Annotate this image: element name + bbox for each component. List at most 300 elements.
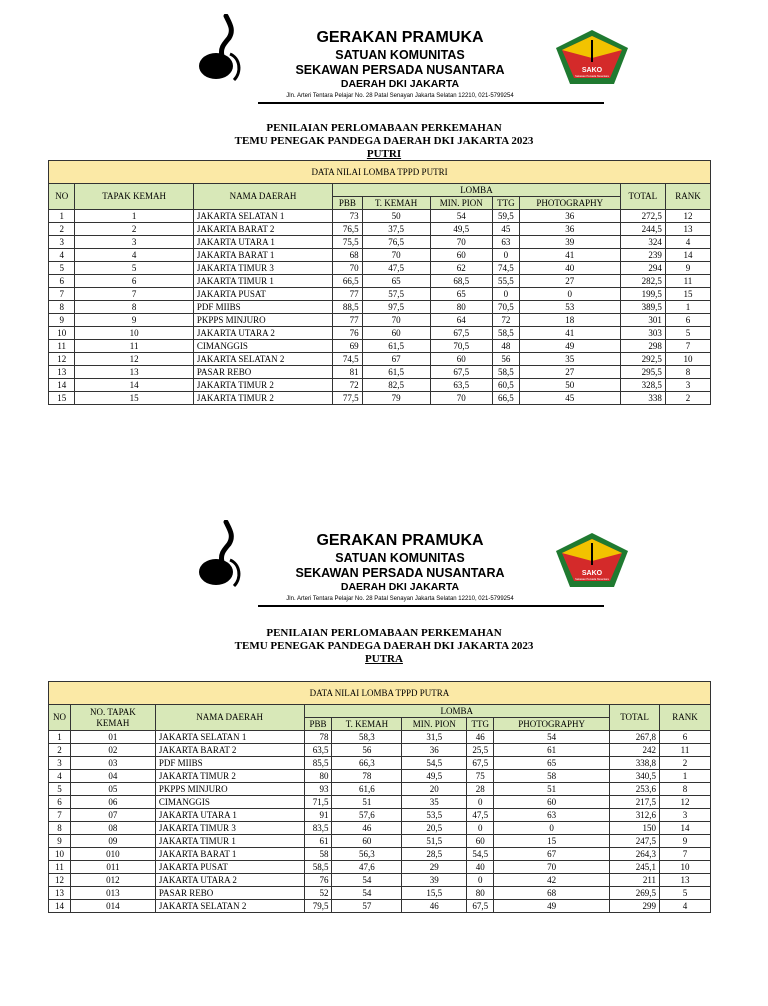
cell-pbb: 78 — [304, 731, 332, 744]
cell-pbb: 58 — [304, 848, 332, 861]
cell-pbb: 73 — [333, 210, 362, 223]
cell-photo: 58 — [494, 770, 610, 783]
col-tkemah: T. KEMAH — [362, 197, 430, 210]
cell-ttg: 67,5 — [467, 900, 494, 913]
cell-ttg: 40 — [467, 861, 494, 874]
cell-tkemah: 47,6 — [332, 861, 402, 874]
cell-rank: 3 — [665, 379, 710, 392]
cell-total: 328,5 — [620, 379, 665, 392]
cell-total: 199,5 — [620, 288, 665, 301]
col-rank: RANK — [660, 705, 711, 731]
cell-nama: PKPPS MINJURO — [155, 783, 304, 796]
cell-photo: 70 — [494, 861, 610, 874]
cell-nama: PASAR REBO — [155, 887, 304, 900]
cell-photo: 40 — [519, 262, 620, 275]
cell-tkemah: 47,5 — [362, 262, 430, 275]
cell-tapak: 011 — [70, 861, 155, 874]
cell-total: 242 — [610, 744, 660, 757]
cell-no: 10 — [49, 848, 71, 861]
cell-photo: 50 — [519, 379, 620, 392]
cell-rank: 12 — [665, 210, 710, 223]
cell-ttg: 75 — [467, 770, 494, 783]
cell-tapak: 05 — [70, 783, 155, 796]
sako-logo-text: SAKO — [581, 570, 603, 577]
cell-nama: JAKARTA SELATAN 2 — [193, 353, 332, 366]
cell-tkemah: 51 — [332, 796, 402, 809]
category-label: PUTRI — [366, 148, 402, 160]
sako-logo-subtext: Sekawan Persada Nusantara — [575, 75, 609, 78]
cell-tapak: 5 — [75, 262, 193, 275]
cell-pbb: 83,5 — [304, 822, 332, 835]
table-row — [49, 301, 711, 314]
org-name: GERAKAN PRAMUKA — [316, 29, 484, 46]
header-divider — [258, 605, 604, 607]
cell-tkemah: 58,3 — [332, 731, 402, 744]
cell-ttg: 70,5 — [493, 301, 520, 314]
cell-tkemah: 57 — [332, 900, 402, 913]
cell-pbb: 61 — [304, 835, 332, 848]
cell-photo: 51 — [494, 783, 610, 796]
cell-tapak: 13 — [75, 366, 193, 379]
cell-pbb: 66,5 — [333, 275, 362, 288]
col-tkemah: T. KEMAH — [332, 718, 402, 731]
cell-nama: JAKARTA UTARA 2 — [193, 327, 332, 340]
cell-total: 217,5 — [610, 796, 660, 809]
title-line-1: PENILAIAN PERLOMABAAN PERKEMAHAN — [266, 122, 502, 134]
cell-rank: 12 — [660, 796, 711, 809]
col-photo: PHOTOGRAPHY — [494, 718, 610, 731]
cell-pbb: 85,5 — [304, 757, 332, 770]
col-tapak: TAPAK KEMAH — [75, 184, 193, 210]
cell-pbb: 71,5 — [304, 796, 332, 809]
cell-pbb: 69 — [333, 340, 362, 353]
cell-total: 312,6 — [610, 809, 660, 822]
table-row — [49, 835, 711, 848]
cell-nama: JAKARTA TIMUR 3 — [155, 822, 304, 835]
cell-ttg: 48 — [493, 340, 520, 353]
tunas-kelapa-logo-icon — [196, 520, 248, 590]
cell-nama: JAKARTA SELATAN 1 — [155, 731, 304, 744]
cell-total: 338 — [620, 392, 665, 405]
cell-tapak: 9 — [75, 314, 193, 327]
cell-tkemah: 65 — [362, 275, 430, 288]
cell-total: 282,5 — [620, 275, 665, 288]
cell-tapak: 7 — [75, 288, 193, 301]
cell-ttg: 80 — [467, 887, 494, 900]
cell-total: 239 — [620, 249, 665, 262]
table-row — [49, 392, 711, 405]
cell-ttg: 66,5 — [493, 392, 520, 405]
cell-nama: JAKARTA TIMUR 1 — [155, 835, 304, 848]
cell-tkemah: 57,6 — [332, 809, 402, 822]
cell-minpion: 28,5 — [402, 848, 467, 861]
cell-rank: 5 — [660, 887, 711, 900]
cell-total: 338,8 — [610, 757, 660, 770]
cell-minpion: 20 — [402, 783, 467, 796]
cell-nama: JAKARTA TIMUR 3 — [193, 262, 332, 275]
cell-tkemah: 76,5 — [362, 236, 430, 249]
cell-tapak: 010 — [70, 848, 155, 861]
cell-tapak: 8 — [75, 301, 193, 314]
cell-photo: 27 — [519, 275, 620, 288]
col-nama: NAMA DAERAH — [155, 705, 304, 731]
col-ttg: TTG — [467, 718, 494, 731]
cell-pbb: 70 — [333, 262, 362, 275]
cell-total: 324 — [620, 236, 665, 249]
cell-photo: 27 — [519, 366, 620, 379]
cell-tkemah: 67 — [362, 353, 430, 366]
cell-minpion: 70 — [430, 236, 492, 249]
cell-rank: 5 — [665, 327, 710, 340]
cell-no: 5 — [49, 783, 71, 796]
cell-photo: 15 — [494, 835, 610, 848]
cell-ttg: 58,5 — [493, 327, 520, 340]
table-row — [49, 900, 711, 913]
cell-tkemah: 50 — [362, 210, 430, 223]
community-name: SEKAWAN PERSADA NUSANTARA — [295, 566, 505, 580]
cell-ttg: 60,5 — [493, 379, 520, 392]
cell-minpion: 39 — [402, 874, 467, 887]
cell-rank: 14 — [660, 822, 711, 835]
cell-rank: 2 — [660, 757, 711, 770]
col-tapak: NO. TAPAK KEMAH — [70, 705, 155, 731]
cell-ttg: 55,5 — [493, 275, 520, 288]
cell-photo: 36 — [519, 223, 620, 236]
cell-total: 267,8 — [610, 731, 660, 744]
table-row — [49, 861, 711, 874]
cell-tkemah: 60 — [362, 327, 430, 340]
cell-photo: 67 — [494, 848, 610, 861]
cell-nama: JAKARTA BARAT 1 — [193, 249, 332, 262]
cell-total: 150 — [610, 822, 660, 835]
table-row — [49, 223, 711, 236]
cell-no: 8 — [49, 301, 75, 314]
cell-nama: PDF MIIBS — [155, 757, 304, 770]
cell-photo: 0 — [519, 288, 620, 301]
cell-nama: JAKARTA BARAT 2 — [155, 744, 304, 757]
cell-tapak: 1 — [75, 210, 193, 223]
cell-rank: 4 — [660, 900, 711, 913]
col-no: NO — [49, 184, 75, 210]
cell-minpion: 62 — [430, 262, 492, 275]
cell-nama: CIMANGGIS — [193, 340, 332, 353]
col-rank: RANK — [665, 184, 710, 210]
cell-pbb: 76,5 — [333, 223, 362, 236]
cell-minpion: 60 — [430, 249, 492, 262]
cell-nama: CIMANGGIS — [155, 796, 304, 809]
cell-tapak: 08 — [70, 822, 155, 835]
cell-total: 211 — [610, 874, 660, 887]
cell-tapak: 3 — [75, 236, 193, 249]
cell-rank: 10 — [660, 861, 711, 874]
cell-photo: 0 — [494, 822, 610, 835]
cell-tapak: 6 — [75, 275, 193, 288]
cell-pbb: 79,5 — [304, 900, 332, 913]
table-row — [49, 783, 711, 796]
cell-rank: 9 — [660, 835, 711, 848]
cell-nama: JAKARTA PUSAT — [155, 861, 304, 874]
col-lomba: LOMBA — [304, 705, 610, 718]
cell-tapak: 11 — [75, 340, 193, 353]
cell-ttg: 63 — [493, 236, 520, 249]
cell-no: 12 — [49, 353, 75, 366]
cell-rank: 15 — [665, 288, 710, 301]
cell-ttg: 67,5 — [467, 757, 494, 770]
unit-name: SATUAN KOMUNITAS — [335, 48, 465, 62]
header-divider — [258, 102, 604, 104]
score-table-putra — [48, 681, 711, 913]
cell-photo: 36 — [519, 210, 620, 223]
cell-ttg: 0 — [493, 288, 520, 301]
cell-rank: 1 — [660, 770, 711, 783]
cell-pbb: 68 — [333, 249, 362, 262]
cell-rank: 13 — [665, 223, 710, 236]
cell-total: 389,5 — [620, 301, 665, 314]
cell-rank: 3 — [660, 809, 711, 822]
table-row — [49, 796, 711, 809]
cell-no: 11 — [49, 861, 71, 874]
sako-logo-icon — [554, 28, 630, 86]
cell-tkemah: 78 — [332, 770, 402, 783]
cell-minpion: 36 — [402, 744, 467, 757]
cell-nama: JAKARTA UTARA 1 — [193, 236, 332, 249]
cell-nama: JAKARTA UTARA 1 — [155, 809, 304, 822]
table-row — [49, 809, 711, 822]
cell-tkemah: 61,6 — [332, 783, 402, 796]
cell-total: 272,5 — [620, 210, 665, 223]
table-row — [49, 887, 711, 900]
table-row — [49, 822, 711, 835]
cell-no: 6 — [49, 796, 71, 809]
cell-pbb: 76 — [304, 874, 332, 887]
cell-no: 7 — [49, 288, 75, 301]
col-minpion: MIN. PION — [402, 718, 467, 731]
cell-minpion: 20,5 — [402, 822, 467, 835]
community-name: SEKAWAN PERSADA NUSANTARA — [295, 63, 505, 77]
cell-rank: 14 — [665, 249, 710, 262]
cell-total: 244,5 — [620, 223, 665, 236]
cell-minpion: 15,5 — [402, 887, 467, 900]
cell-no: 5 — [49, 262, 75, 275]
cell-no: 3 — [49, 236, 75, 249]
cell-nama: PASAR REBO — [193, 366, 332, 379]
cell-minpion: 70,5 — [430, 340, 492, 353]
cell-tapak: 02 — [70, 744, 155, 757]
cell-ttg: 59,5 — [493, 210, 520, 223]
cell-tkemah: 54 — [332, 874, 402, 887]
cell-pbb: 80 — [304, 770, 332, 783]
cell-photo: 18 — [519, 314, 620, 327]
cell-ttg: 28 — [467, 783, 494, 796]
cell-total: 295,5 — [620, 366, 665, 379]
cell-tkemah: 37,5 — [362, 223, 430, 236]
cell-photo: 68 — [494, 887, 610, 900]
table-row — [49, 770, 711, 783]
cell-tkemah: 60 — [332, 835, 402, 848]
cell-total: 301 — [620, 314, 665, 327]
cell-nama: JAKARTA TIMUR 2 — [155, 770, 304, 783]
sako-logo-icon — [554, 531, 630, 589]
cell-photo: 41 — [519, 327, 620, 340]
col-no: NO — [49, 705, 71, 731]
cell-minpion: 46 — [402, 900, 467, 913]
cell-no: 2 — [49, 744, 71, 757]
table-row — [49, 366, 711, 379]
cell-tapak: 012 — [70, 874, 155, 887]
table-row — [49, 757, 711, 770]
cell-minpion: 54,5 — [402, 757, 467, 770]
cell-tapak: 013 — [70, 887, 155, 900]
tunas-kelapa-logo-icon — [196, 14, 248, 84]
cell-ttg: 58,5 — [493, 366, 520, 379]
cell-minpion: 63,5 — [430, 379, 492, 392]
cell-minpion: 65 — [430, 288, 492, 301]
sako-logo-text: SAKO — [581, 67, 603, 74]
cell-rank: 10 — [665, 353, 710, 366]
cell-photo: 42 — [494, 874, 610, 887]
cell-total: 245,1 — [610, 861, 660, 874]
cell-minpion: 67,5 — [430, 366, 492, 379]
cell-pbb: 88,5 — [333, 301, 362, 314]
cell-nama: JAKARTA BARAT 1 — [155, 848, 304, 861]
cell-no: 7 — [49, 809, 71, 822]
category-label: PUTRA — [365, 653, 403, 665]
cell-no: 1 — [49, 731, 71, 744]
cell-photo: 49 — [494, 900, 610, 913]
title-line-2: TEMU PENEGAK PANDEGA DAERAH DKI JAKARTA 2023 — [234, 640, 534, 652]
cell-no: 13 — [49, 887, 71, 900]
cell-nama: PKPPS MINJURO — [193, 314, 332, 327]
address: Jln. Arteri Tentara Pelajar No. 28 Patal Senayan Jakarta Selatan 12210, 021-5799254 — [286, 93, 514, 99]
cell-ttg: 46 — [467, 731, 494, 744]
cell-ttg: 25,5 — [467, 744, 494, 757]
cell-photo: 63 — [494, 809, 610, 822]
cell-minpion: 60 — [430, 353, 492, 366]
cell-photo: 39 — [519, 236, 620, 249]
rows-putri — [49, 210, 711, 405]
cell-tapak: 01 — [70, 731, 155, 744]
cell-tapak: 10 — [75, 327, 193, 340]
cell-tkemah: 70 — [362, 314, 430, 327]
report-title — [160, 122, 608, 161]
cell-no: 15 — [49, 392, 75, 405]
table-row — [49, 327, 711, 340]
cell-pbb: 72 — [333, 379, 362, 392]
table-row — [49, 340, 711, 353]
cell-no: 6 — [49, 275, 75, 288]
cell-minpion: 31,5 — [402, 731, 467, 744]
cell-nama: JAKARTA UTARA 2 — [155, 874, 304, 887]
cell-rank: 6 — [660, 731, 711, 744]
cell-rank: 1 — [665, 301, 710, 314]
table-row — [49, 262, 711, 275]
org-name: GERAKAN PRAMUKA — [316, 532, 484, 549]
cell-tkemah: 56,3 — [332, 848, 402, 861]
cell-tkemah: 70 — [362, 249, 430, 262]
col-pbb: PBB — [304, 718, 332, 731]
cell-tapak: 09 — [70, 835, 155, 848]
cell-tapak: 2 — [75, 223, 193, 236]
cell-tkemah: 46 — [332, 822, 402, 835]
cell-photo: 61 — [494, 744, 610, 757]
cell-nama: JAKARTA PUSAT — [193, 288, 332, 301]
cell-ttg: 0 — [467, 874, 494, 887]
cell-no: 4 — [49, 770, 71, 783]
cell-pbb: 63,5 — [304, 744, 332, 757]
cell-tkemah: 82,5 — [362, 379, 430, 392]
cell-pbb: 52 — [304, 887, 332, 900]
col-total: TOTAL — [610, 705, 660, 731]
region-name: DAERAH DKI JAKARTA — [340, 581, 460, 593]
cell-nama: JAKARTA TIMUR 2 — [193, 379, 332, 392]
cell-no: 14 — [49, 379, 75, 392]
cell-minpion: 53,5 — [402, 809, 467, 822]
cell-tapak: 14 — [75, 379, 193, 392]
cell-rank: 2 — [665, 392, 710, 405]
table-row — [49, 353, 711, 366]
cell-rank: 8 — [660, 783, 711, 796]
cell-pbb: 58,5 — [304, 861, 332, 874]
cell-minpion: 68,5 — [430, 275, 492, 288]
cell-rank: 4 — [665, 236, 710, 249]
address: Jln. Arteri Tentara Pelajar No. 28 Patal Senayan Jakarta Selatan 12210, 021-5799254 — [286, 596, 514, 602]
cell-total: 303 — [620, 327, 665, 340]
cell-minpion: 67,5 — [430, 327, 492, 340]
cell-tkemah: 54 — [332, 887, 402, 900]
cell-no: 4 — [49, 249, 75, 262]
cell-minpion: 51,5 — [402, 835, 467, 848]
cell-no: 8 — [49, 822, 71, 835]
cell-tapak: 014 — [70, 900, 155, 913]
cell-tapak: 06 — [70, 796, 155, 809]
table-banner: DATA NILAI LOMBA TPPD PUTRI — [49, 161, 711, 184]
cell-nama: JAKARTA TIMUR 1 — [193, 275, 332, 288]
cell-ttg: 74,5 — [493, 262, 520, 275]
cell-pbb: 76 — [333, 327, 362, 340]
cell-rank: 11 — [660, 744, 711, 757]
cell-tkemah: 57,5 — [362, 288, 430, 301]
cell-minpion: 49,5 — [402, 770, 467, 783]
cell-rank: 7 — [665, 340, 710, 353]
cell-no: 13 — [49, 366, 75, 379]
table-row — [49, 249, 711, 262]
cell-rank: 6 — [665, 314, 710, 327]
cell-total: 340,5 — [610, 770, 660, 783]
title-line-2: TEMU PENEGAK PANDEGA DAERAH DKI JAKARTA 2023 — [234, 135, 534, 147]
cell-rank: 11 — [665, 275, 710, 288]
col-ttg: TTG — [493, 197, 520, 210]
cell-rank: 13 — [660, 874, 711, 887]
cell-no: 12 — [49, 874, 71, 887]
table-row — [49, 744, 711, 757]
cell-rank: 7 — [660, 848, 711, 861]
cell-photo: 45 — [519, 392, 620, 405]
cell-minpion: 35 — [402, 796, 467, 809]
cell-nama: PDF MIIBS — [193, 301, 332, 314]
cell-no: 3 — [49, 757, 71, 770]
table-row — [49, 874, 711, 887]
cell-ttg: 54,5 — [467, 848, 494, 861]
cell-minpion: 64 — [430, 314, 492, 327]
region-name: DAERAH DKI JAKARTA — [340, 78, 460, 90]
cell-no: 9 — [49, 314, 75, 327]
cell-total: 294 — [620, 262, 665, 275]
cell-rank: 8 — [665, 366, 710, 379]
cell-nama: JAKARTA TIMUR 2 — [193, 392, 332, 405]
title-line-1: PENILAIAN PERLOMABAAN PERKEMAHAN — [266, 627, 502, 639]
cell-tapak: 04 — [70, 770, 155, 783]
cell-tapak: 03 — [70, 757, 155, 770]
